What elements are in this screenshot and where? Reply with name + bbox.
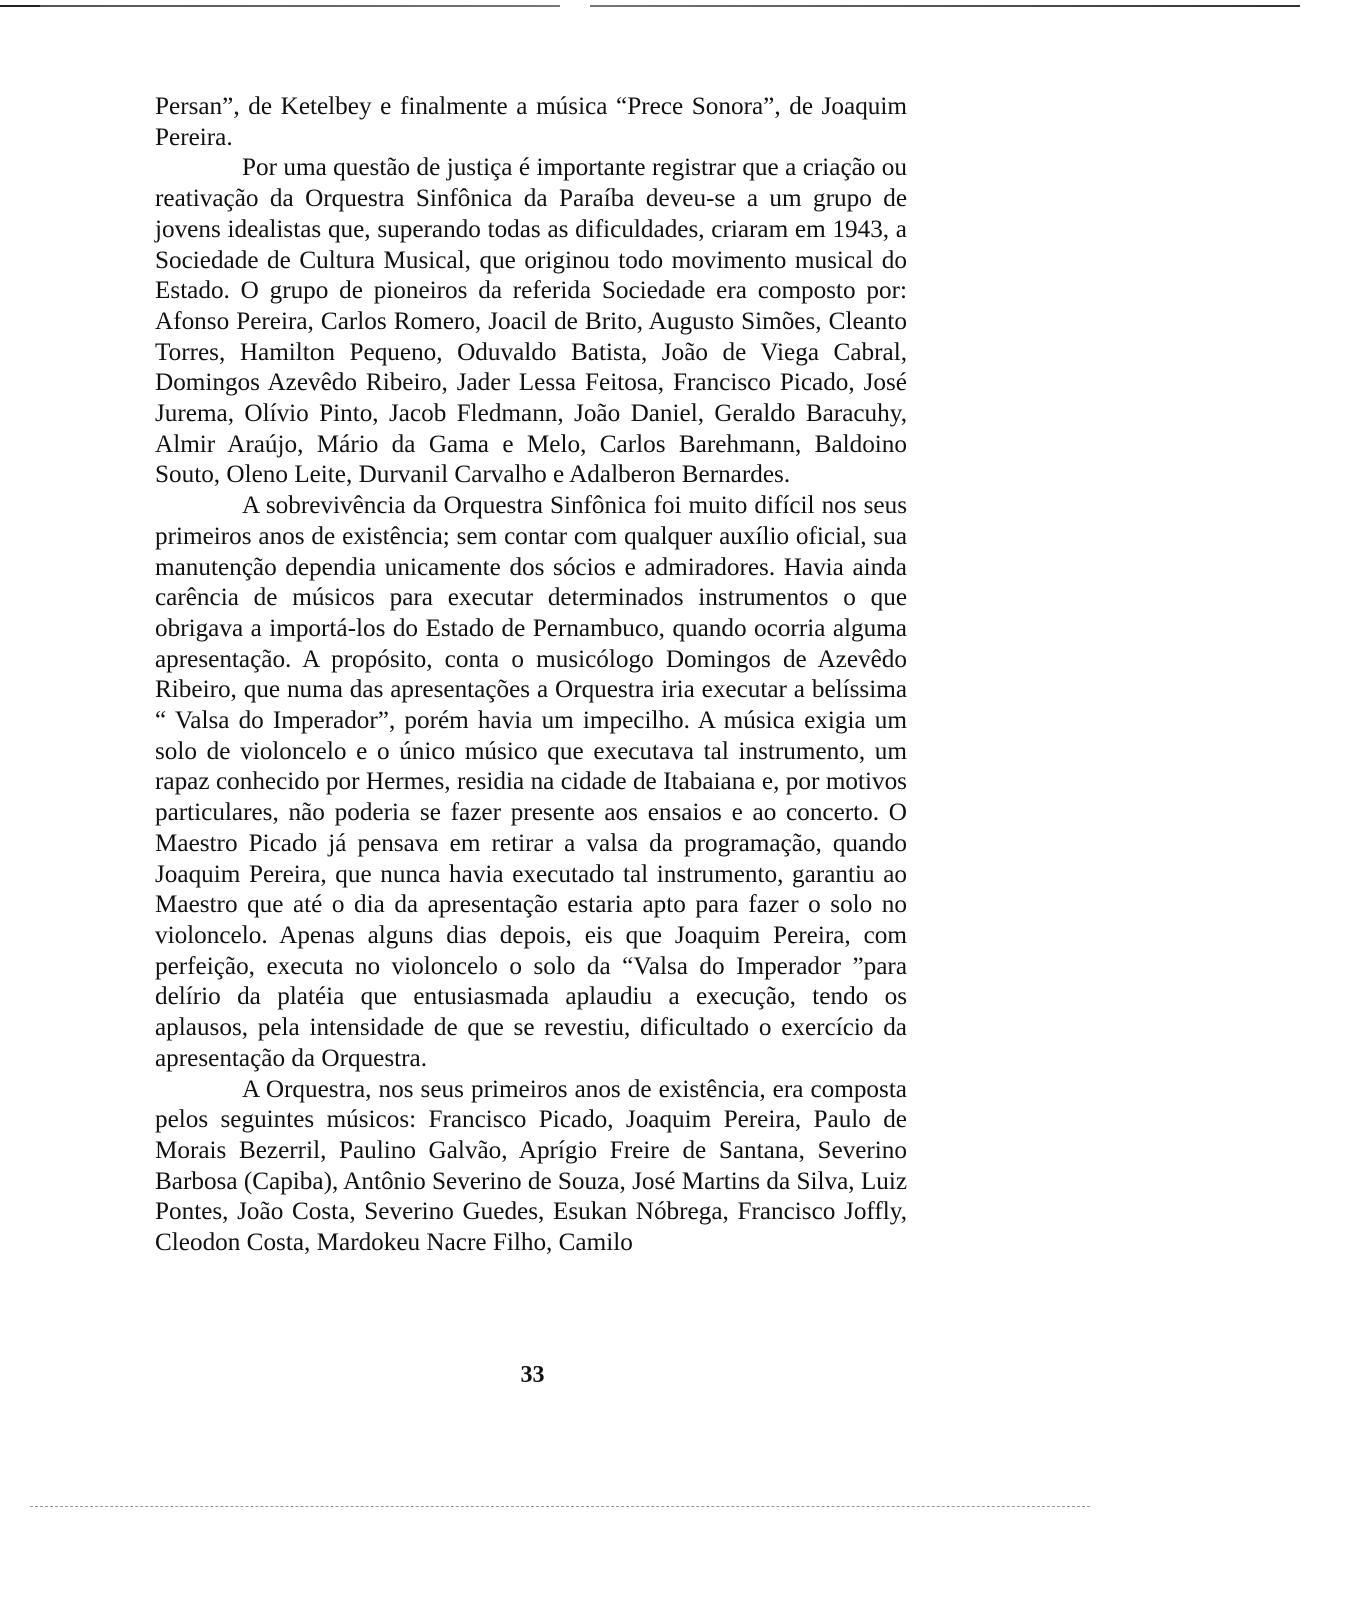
paragraph-3: A sobrevivência da Orquestra Sinfônica foi muito difícil nos seus primeiros anos de existência; sem contar com qualquer auxílio oficial, sua manutenção dependia unicamente dos sócios e admiradores. Havia ainda carência de músicos para executar determinados instrumentos o que obrigava a importá-los do Estado de Pernambuco, quando ocorria alguma apresentação. A propósito, conta o musicólogo Domingos de Azevêdo Ribeiro, que numa das apresentações a Orquestra iria executar a belíssima “ Valsa do Imperador”, porém havia um impecilho. A música exigia um solo de violoncelo e o único músico que executava tal instrumento, um rapaz conhecido por Hermes, residia na cidade de Itabaiana e, por motivos particulares, não poderia se fazer presente aos ensaios e ao concerto. O Maestro Picado já pensava em retirar a valsa da programação, quando Joaquim Pereira, que nunca havia executado tal instrumento, garantiu ao Maestro que até o dia da apresentação estaria apto para fazer o solo no violoncelo. Apenas alguns dias depois, eis que Joaquim Pereira, com perfeição, executa no violoncelo o solo da “Valsa do Imperador ”para delírio da platéia que entusiasmada aplaudiu a execução, tendo os aplausos, pela intensidade de que se revestiu, dificultado o exercício da apresentação da Orquestra. <box>155 492 907 1072</box>
paragraph-4: A Orquestra, nos seus primeiros anos de existência, era composta pelos seguintes músicos: Francisco Picado, Joaquim Pereira, Paulo de Morais Bezerril, Paulino Galvão, Aprígio Freire de Santana, Severino Barbosa (Capiba), Antônio Severino de Souza, José Martins da Silva, Luiz Pontes, João Costa, Severino Guedes, Esukan Nóbrega, Francisco Joffly, Cleodon Costa, Mardokeu Nacre Filho, Camilo <box>155 1075 907 1257</box>
paragraph-2: Por uma questão de justiça é importante registrar que a criação ou reativação da Orquestra Sinfônica da Paraíba deveu-se a um grupo de jovens idealistas que, superando todas as dificuldades, criaram em 1943, a Sociedade de Cultura Musical, que originou todo movimento musical do Estado. O grupo de pioneiros da referida Sociedade era composto por: Afonso Pereira, Carlos Romero, Joacil de Brito, Augusto Simões, Cleanto Torres, Hamilton Pequeno, Oduvaldo Batista, João de Viega Cabral, Domingos Azevêdo Ribeiro, Jader Lessa Feitosa, Francisco Picado, José Jurema, Olívio Pinto, Jacob Fledmann, João Daniel, Geraldo Baracuhy, Almir Araújo, Mário da Gama e Melo, Carlos Barehmann, Baldoino Souto, Oleno Leite, Durvanil Carvalho e Adalberon Bernardes. <box>155 154 907 489</box>
scan-border-top <box>0 5 1350 7</box>
document-body <box>155 92 907 1259</box>
page-number: 33 <box>520 1362 545 1388</box>
paragraph-1: Persan”, de Ketelbey e finalmente a música “Prece Sonora”, de Joaquim Pereira. <box>155 93 907 151</box>
scan-border-bottom <box>30 1506 1090 1508</box>
